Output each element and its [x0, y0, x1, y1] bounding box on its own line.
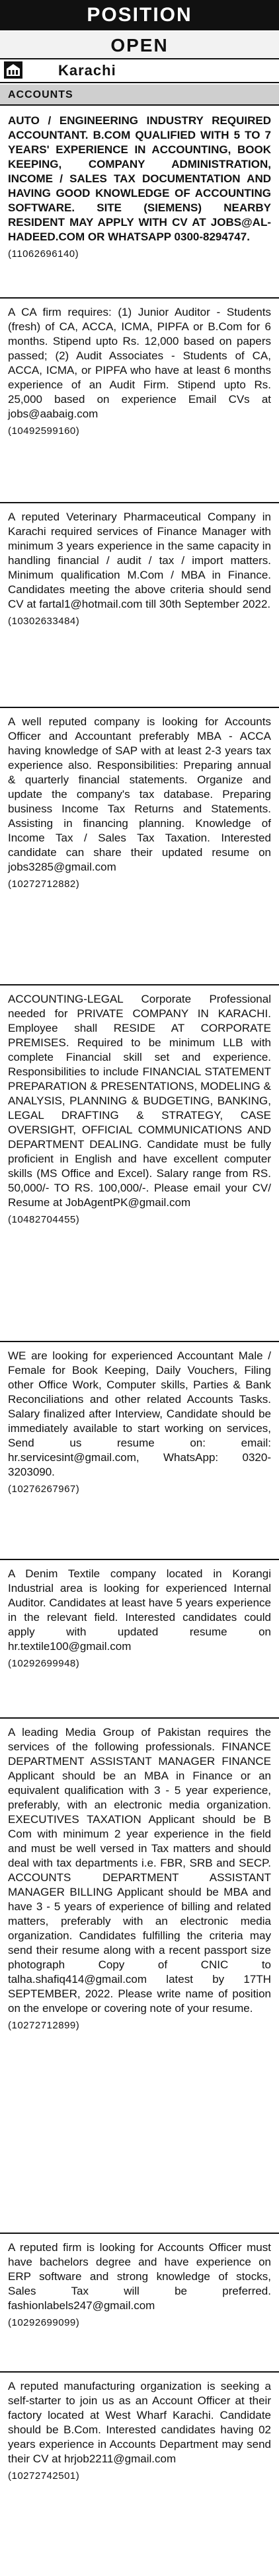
listing-text: ACCOUNTING-LEGAL Corporate Professional needed for PRIVATE COMPANY IN KARACHI. Employee shall RESIDE AT CORPORATE PREMISES. Required to be minimum LLB with complete Financial skill set and experience. Responsibilities to include FINANCIAL STATEMENT PREPARATION & PRESENTATIONS, MODELING & ANALYSIS, PLANNING & BUDGETING, BANKING, LEGAL DRAFTING & STRATEGY, CASE OVERSIGHT, OFFICIAL COMMUNICATIONS AND DEPARTMENT DEALING. Candidate must be fully proficient in English and have excellent computer skills (MS Office and Excel). Salary range from RS. 50,000/- TO RS. 100,000/-. Please email your CV/ Resume at JobAgentPK@gmail.com: [8, 993, 274, 1209]
building-icon: [4, 61, 22, 79]
listing-ref: (10302633484): [8, 616, 80, 627]
header-title-bar: [0, 0, 279, 30]
page-title: POSITION: [87, 4, 192, 26]
listing: [0, 299, 279, 503]
listing-text: AUTO / ENGINEERING INDUSTRY REQUIRED ACCOUNTANT. B.COM QUALIFIED WITH 5 TO 7 YEARS' EXPERIENCE IN ACCOUNTING, BOOK KEEPING, COMPANY ADMINISTRATION, INCOME / SALES TAX DOCUMENTATION AND HAVING GOOD KNOWLEDGE OF ACCOUNTING SOFTWARE. SITE (SIEMENS) NEARBY RESIDENT MAY APPLY WITH CV AT JOBS@AL-HADEED.COM OR WHATSAPP 0300-8294747.: [8, 114, 274, 243]
section-header: [0, 85, 279, 106]
header: [0, 0, 279, 79]
listing: [0, 1719, 279, 2234]
listing-ref: (10272712882): [8, 878, 80, 890]
listing-ref: (10492599160): [8, 425, 80, 437]
footer-spacer: [0, 2567, 279, 2576]
listing: [0, 107, 279, 299]
city-bar: [0, 59, 279, 83]
city-label: Karachi: [58, 62, 116, 79]
listing-text: A reputed firm is looking for Accounts Officer must have bachelors degree and have experience on ERP software and strong knowledge of stocks, Sales Tax will be preferred. fashionlabels247@gmail.com: [8, 2241, 274, 2312]
listing-text: WE are looking for experienced Accountant Male / Female for Book Keeping, Daily Vouchers, Filing other Office Work, Computer skills, Parties & Bank Reconciliations and other related Accounts Tasks. Salary finalized after Interview, Candidate should be immediately available to start working on services, Send us resume on: email: hr.servicesint@gmail.com, WhatsApp: 0320-3203090.: [8, 1349, 274, 1478]
listing-ref: (10292699099): [8, 2317, 80, 2328]
listing-text: A Denim Textile company located in Korangi Industrial area is looking for experienced Internal Auditor. Candidates at least have 5 years experience in the relevant field. Interested candidates could apply with updated resume on hr.textile100@gmail.com: [8, 1567, 274, 1653]
listing-ref: (11062696140): [8, 248, 79, 260]
listings: [0, 107, 279, 2576]
listing-ref: (10272742501): [8, 2470, 80, 2482]
listing-text: A well reputed company is looking for Accounts Officer and Accountant preferably MBA - ACCA having knowledge of SAP with at least 2-3 years tax experience also. Responsibilities: Preparing annual & quarterly financial statements. Organize and update the company's tax database. Preparing business Income Tax Returns and Statements. Assisting in financing planning. Knowledge of Income Tax / Sales Tax Taxation. Interested candidate can share their updated resume on jobs3285@gmail.com: [8, 715, 274, 873]
page-subtitle: OPEN: [110, 35, 169, 55]
listing-ref: (10272712899): [8, 2020, 80, 2031]
listing: [0, 503, 279, 708]
listing: [0, 2234, 279, 2373]
listing: [0, 2373, 279, 2571]
header-subtitle-bar: [0, 32, 279, 59]
section-title: ACCOUNTS: [8, 89, 73, 100]
listing: [0, 708, 279, 985]
listing: [0, 1560, 279, 1719]
listing-text: A CA firm requires: (1) Junior Auditor - Students (fresh) of CA, ACCA, ICMA, PIPFA or B.Com for 6 months. Stipend upto Rs. 12,000 based on papers passed; (2) Audit Associates - Students of CA, ACCA, ICMA, or PIPFA who have at least 6 months experience of an Audit Firm. Stipend upto Rs. 25,000 based on experience Email CVs at jobs@aabaig.com: [8, 306, 274, 420]
listing-ref: (10292699948): [8, 1658, 80, 1669]
listing-ref: (10482704455): [8, 1214, 80, 1225]
listing-ref: (10276267967): [8, 1484, 80, 1495]
listing-text: A reputed Veterinary Pharmaceutical Company in Karachi required services of Finance Manager with minimum 3 years experience in the same capacity in handling financial / audit / tax / import matters. Minimum qualification M.Com / MBA in Finance. Candidates meeting the above criteria should send CV at fartal1@hotmail.com till 30th September 2022.: [8, 511, 274, 610]
listing: [0, 1342, 279, 1560]
listing-text: A leading Media Group of Pakistan requires the services of the following professionals. FINANCE DEPARTMENT ASSISTANT MANAGER FINANCE Applicant should be an MBA in Finance or an equivalent qualification with 3 - 5 year experience, preferably, with an electronic media organization. EXECUTIVES TAXATION Applicant should be B Com with minimum 2 year experience in the field and must be well versed in Tax matters and should deal with tax departments i.e. FBR, SRB and SECP. ACCOUNTS DEPARTMENT ASSISTANT MANAGER BILLING Applicant should be MBA and have 3 - 5 years of experience of billing and related matters, preferably with an electronic media organization. Candidates fulfilling the criteria may send their resume along with a recent passport size photograph Copy of CNIC to talha.shafiq414@gmail.com latest by 17TH SEPTEMBER, 2022. Please write name of position on the envelope or covering note of your resume.: [8, 1726, 274, 2015]
listing-text: A reputed manufacturing organization is seeking a self-starter to join us as an Account Officer at their factory located at West Wharf Karachi. Candidate should be B.Com. Interested candidates having 02 years experience in Accounts Department may send their CV at hrjob2211@gmail.com: [8, 2380, 274, 2465]
listing: [0, 985, 279, 1342]
